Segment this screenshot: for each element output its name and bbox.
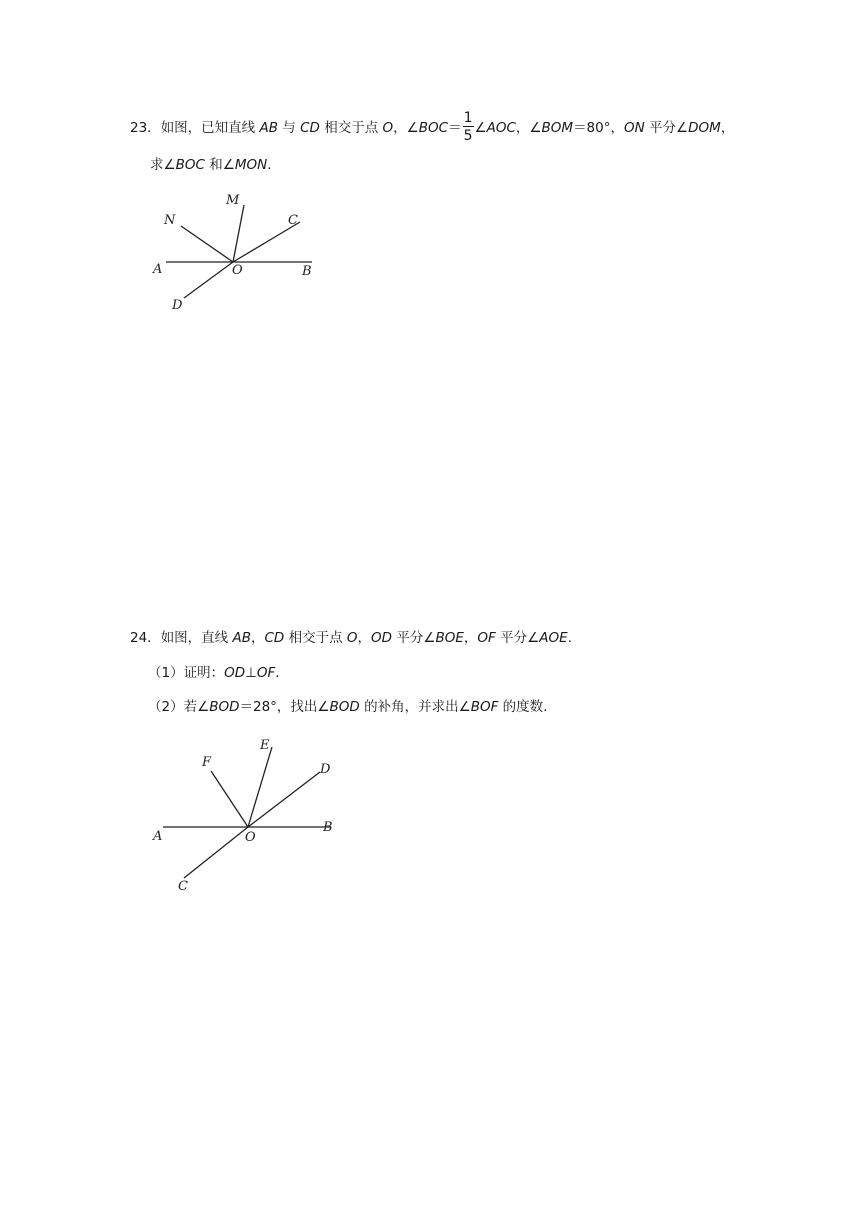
math-var: AOC bbox=[486, 120, 516, 136]
label-C: C bbox=[288, 213, 298, 228]
math-var: O bbox=[346, 630, 358, 646]
math-var: BOE bbox=[435, 630, 464, 646]
text: 平分∠ bbox=[495, 630, 540, 646]
ray-OM bbox=[233, 205, 244, 262]
math-var: OD bbox=[371, 630, 393, 646]
ray-OC bbox=[184, 827, 248, 878]
label-F: F bbox=[202, 755, 212, 770]
text: 平分∠ bbox=[392, 630, 436, 646]
text: 相交于点 bbox=[319, 120, 383, 136]
math-var: BOD bbox=[209, 699, 240, 715]
ray-OF bbox=[211, 771, 248, 827]
fraction-denominator: 5 bbox=[463, 128, 473, 144]
text: . bbox=[275, 665, 280, 681]
q23-line1 bbox=[130, 112, 734, 144]
math-var: DOM bbox=[688, 120, 721, 136]
math-var: CD bbox=[264, 630, 285, 646]
text: 求∠ bbox=[150, 157, 176, 173]
fraction bbox=[463, 111, 474, 143]
text: ， bbox=[720, 120, 735, 136]
math-var: BOM bbox=[541, 120, 574, 136]
q24-line1 bbox=[130, 628, 572, 648]
ray-OD bbox=[184, 262, 233, 298]
math-var: O bbox=[382, 120, 394, 136]
label-M: M bbox=[226, 193, 240, 208]
ray-OC bbox=[233, 222, 300, 262]
text: 如图，已知直线 bbox=[160, 120, 260, 136]
text: 的补角，并求出∠ bbox=[359, 699, 471, 715]
text: ， bbox=[463, 630, 478, 646]
text: ， bbox=[250, 630, 265, 646]
label-D: D bbox=[320, 762, 331, 777]
q24-sub1 bbox=[148, 663, 280, 683]
label-A: A bbox=[153, 829, 163, 844]
text: ＝80°， bbox=[573, 120, 624, 136]
text: 和∠ bbox=[204, 157, 235, 173]
math-var: CD bbox=[300, 120, 320, 136]
perp-symbol: ⊥ bbox=[245, 665, 257, 681]
text: 如图，直线 bbox=[160, 630, 233, 646]
text: 相交于点 bbox=[284, 630, 347, 646]
q23-number: 23． bbox=[130, 120, 161, 136]
math-var: AOE bbox=[539, 630, 568, 646]
label-A: A bbox=[153, 262, 163, 277]
math-var: OF bbox=[256, 665, 276, 681]
math-var: MON bbox=[234, 157, 268, 173]
math-var: AB bbox=[259, 120, 278, 136]
label-O: O bbox=[232, 263, 243, 278]
text: . bbox=[267, 157, 272, 173]
text: （2）若∠ bbox=[148, 699, 210, 715]
label-B: B bbox=[302, 264, 312, 279]
text: ，∠ bbox=[515, 120, 542, 136]
math-var: BOC bbox=[418, 120, 449, 136]
q23-line2 bbox=[150, 155, 272, 175]
fraction-numerator: 1 bbox=[463, 110, 473, 126]
ray-OE bbox=[248, 747, 272, 827]
label-O: O bbox=[245, 830, 256, 845]
label-C: C bbox=[178, 879, 188, 894]
ray-ON bbox=[181, 226, 233, 262]
ray-OD bbox=[248, 772, 320, 827]
text: （1）证明： bbox=[148, 665, 225, 681]
math-var: BOF bbox=[470, 699, 499, 715]
q24-sub2 bbox=[148, 697, 547, 717]
q24-number: 24． bbox=[130, 630, 161, 646]
math-var: ON bbox=[624, 120, 645, 136]
math-var: BOC bbox=[175, 157, 205, 173]
math-var: AB bbox=[232, 630, 251, 646]
text: ，∠ bbox=[393, 120, 419, 136]
text: 的度数. bbox=[498, 699, 548, 715]
text: . bbox=[567, 630, 572, 646]
math-var: BOD bbox=[329, 699, 360, 715]
q24-figure bbox=[140, 730, 360, 900]
text: ， bbox=[357, 630, 372, 646]
q23-figure bbox=[140, 185, 340, 315]
text: ＝28°，找出∠ bbox=[239, 699, 330, 715]
math-var: OD bbox=[224, 665, 246, 681]
label-B: B bbox=[323, 820, 333, 835]
text: ＝ bbox=[448, 120, 462, 136]
text: 与 bbox=[277, 120, 301, 136]
text: ∠ bbox=[474, 120, 487, 136]
label-N: N bbox=[164, 213, 176, 228]
math-var: OF bbox=[477, 630, 496, 646]
text: 平分∠ bbox=[644, 120, 689, 136]
label-D: D bbox=[172, 298, 183, 313]
label-E: E bbox=[260, 738, 270, 753]
